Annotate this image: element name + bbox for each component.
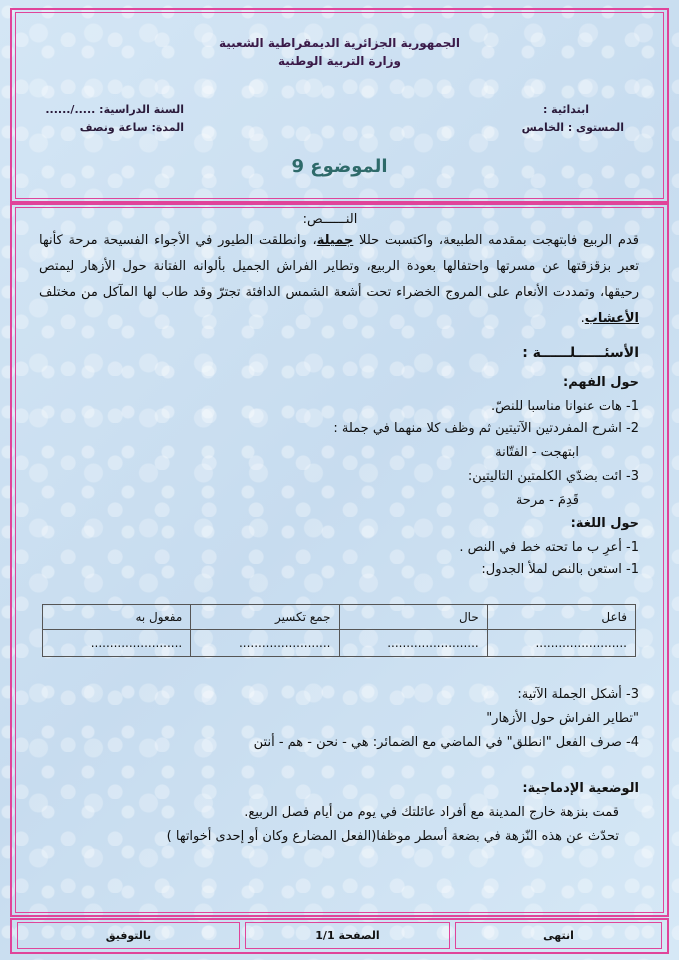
- footer-end: انتهى: [455, 922, 662, 949]
- language-question-1: 1- أعرِ ب ما تحته خط في النص .: [459, 540, 639, 555]
- table-header-broken-plural: جمع تكسير: [191, 605, 339, 630]
- integration-line-2: تحدّث عن هذه النّزهة في بضعة أسطر موظفا(الفعل المضارع وكان أو إحدى أخواتها ): [166, 829, 619, 844]
- school-label: ابتدائية :: [542, 103, 589, 116]
- footer-good-luck: بالتوفيق: [17, 922, 240, 949]
- text-paragraph: [39, 228, 639, 332]
- question-3: 3- ائت بضدّي الكلمتين التاليتين:: [467, 469, 639, 484]
- table-blank-2[interactable]: ........................: [339, 630, 487, 657]
- level-label: المستوى : الخامس: [521, 121, 624, 134]
- language-question-3: 3- أشكل الجملة الآتية:: [517, 687, 639, 702]
- school-year-label: السنة الدراسية: ...../......: [45, 103, 184, 116]
- text-title: النــــــص:: [302, 212, 358, 227]
- footer-page-number: الصفحة 1/1: [245, 922, 450, 949]
- language-question-3-sentence: "تطاير الفراش حول الأزهار": [486, 711, 639, 726]
- underlined-word-2: الأعشاب: [584, 311, 639, 326]
- subject-title: الموضوع 9: [291, 156, 388, 177]
- table-header-state: حال: [339, 605, 487, 630]
- language-question-2: 1- استعن بالنص لملأ الجدول:: [481, 562, 639, 577]
- question-1: 1- هات عنوانا مناسبا للنصّ.: [490, 399, 639, 414]
- comprehension-title: حول الفهم:: [563, 375, 639, 390]
- paragraph-part-3: .: [580, 311, 585, 326]
- table-header-object: مفعول به: [43, 605, 191, 630]
- integration-line-1: قمت بنزهة خارج المدينة مع أفراد عائلتك في يوم من أيام فصل الربيع.: [244, 805, 619, 820]
- paragraph-part-2: ، وانطلقت الطيور في الأجواء الفسيحة مرحة كأنها تعبر بزقزقتها عن مسرتها واحتفالها بعودة الربيع، وتطاير الفراش الجميل بألوانه الفتانة حول الأزهار ليمتص رحيقها، وتمددت الأنعام على المروج الخضراء تحت أشعة الشمس الدافئة تجترّ وقد طاب لها المآكل من مختلف: [39, 233, 639, 300]
- table-header-subject: فاعل: [487, 605, 635, 630]
- question-2: 2- اشرح المفردتين الآتيتين ثم وظف كلا منهما في جملة :: [333, 421, 639, 436]
- language-title: حول اللغة:: [570, 516, 639, 531]
- question-3-words: قَدِمَ - مرحة: [515, 493, 579, 508]
- paragraph-part-1: قدم الربيع فابتهجت بمقدمه الطبيعة، واكتسبت حللا: [353, 233, 639, 248]
- underlined-word-1: جميلة: [316, 233, 354, 248]
- language-question-4: 4- صرف الفعل "انطلق" في الماضي مع الضمائر: هي - نحن - هم - أنتن: [253, 735, 639, 750]
- table-blank-1[interactable]: ........................: [487, 630, 635, 657]
- question-2-words: ابتهجت - الفتّانة: [495, 445, 579, 460]
- republic-title: الجمهورية الجزائرية الديمقراطية الشعبية: [218, 36, 461, 50]
- fill-table: [42, 604, 636, 657]
- table-blank-4[interactable]: ........................: [43, 630, 191, 657]
- integration-title: الوضعية الإدماجية:: [522, 781, 639, 796]
- ministry-title: وزارة التربية الوطنية: [277, 54, 401, 68]
- table-blank-3[interactable]: ........................: [191, 630, 339, 657]
- duration-label: المدة: ساعة ونصف: [79, 121, 184, 134]
- questions-title: الأسئــــــلــــــة :: [522, 345, 639, 361]
